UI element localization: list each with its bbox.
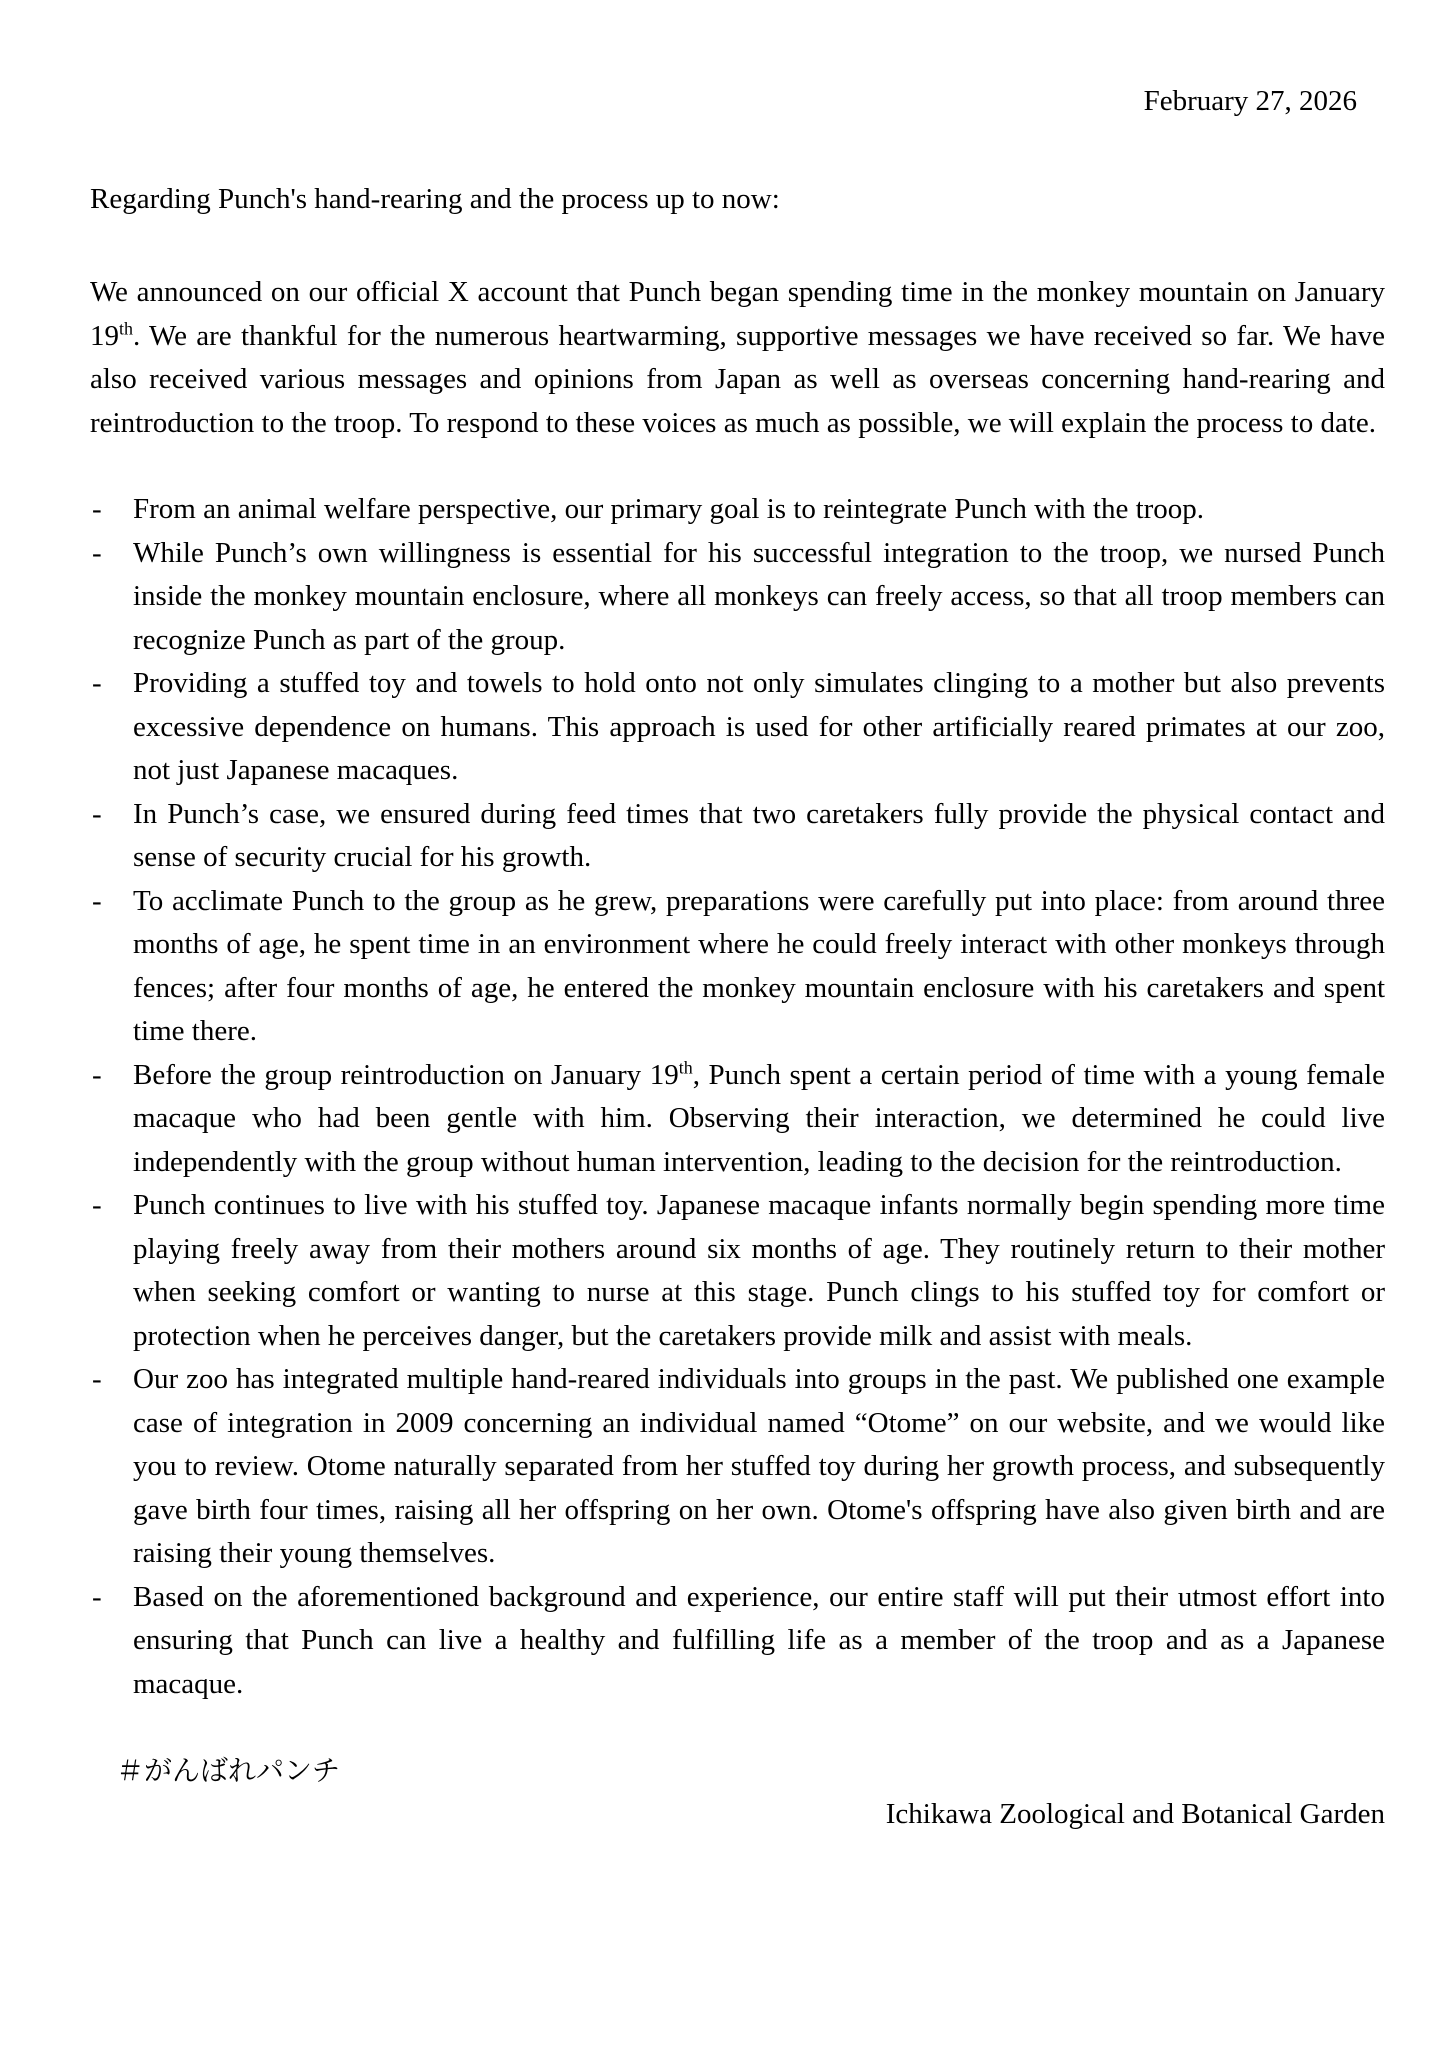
bullet-list	[90, 488, 1385, 1706]
document-date: February 27, 2026	[1143, 85, 1357, 117]
bullet-text: While Punch’s own willingness is essential for his successful integration to the troop, we nursed Punch inside the monkey mountain enclosure, where all monkeys can freely access, so that all troop members can recognize Punch as part of the group.	[133, 536, 1385, 656]
bullet-text: Providing a stuffed toy and towels to hold onto not only simulates clinging to a mother but also prevents excessive dependence on humans. This approach is used for other artificially reared primates at our zoo, not just Japanese macaques.	[133, 667, 1385, 786]
bullet-text: To acclimate Punch to the group as he grew, preparations were carefully put into place: from around three months of age, he spent time in an environment where he could freely interact with other monkeys through fences; after four months of age, he entered the monkey mountain enclosure with his caretakers and spent time there.	[133, 884, 1385, 1047]
bullet-item	[90, 1054, 1385, 1185]
bullet-text: Before the group reintroduction on January 19th, Punch spent a certain period of time with a young female macaque who had been gentle with him. Observing their interaction, we determined he could live independently with the group without human intervention, leading to the decision for the reintroduction.	[133, 1056, 1385, 1178]
bullet-item	[90, 1184, 1385, 1358]
bullet-text: Punch continues to live with his stuffed toy. Japanese macaque infants normally begin spending more time playing freely away from their mothers around six months of age. They routinely return to their mother when seeking comfort or wanting to nurse at this stage. Punch clings to his stuffed toy for comfort or protection when he perceives danger, but the caretakers provide milk and assist with meals.	[133, 1189, 1385, 1352]
bullet-text: Based on the aforementioned background and experience, our entire staff will put their utmost effort into ensuring that Punch can live a healthy and fulfilling life as a member of the troop and as a Japanese macaque.	[133, 1580, 1385, 1700]
bullet-marker: -	[92, 1363, 102, 1395]
hashtag: ＃がんばれパンチ	[116, 1754, 341, 1787]
bullet-text: Our zoo has integrated multiple hand-reared individuals into groups in the past. We published one example case of integration in 2009 concerning an individual named “Otome” on our website, and we would like you to review. Otome naturally separated from her stuffed toy during her growth process, and subsequently gave birth four times, raising all her offspring on her own. Otome's offspring have also given birth and are raising their young themselves.	[133, 1363, 1385, 1569]
bullet-item	[90, 488, 1385, 532]
bullet-item	[90, 1576, 1385, 1707]
bullet-item	[90, 532, 1385, 663]
bullet-text: In Punch’s case, we ensured during feed times that two caretakers fully provide the physical contact and sense of security crucial for his growth.	[133, 797, 1385, 873]
intro-paragraph: We announced on our official X account that Punch began spending time in the monkey mountain on January 19th. We are thankful for the numerous heartwarming, supportive messages we have received so far. We have also received various messages and opinions from Japan as well as overseas concerning hand-rearing and reintroduction to the troop. To respond to these voices as much as possible, we will explain the process to date.	[90, 276, 1385, 439]
superscript-text: th	[678, 1056, 693, 1077]
bullet-item	[90, 880, 1385, 1054]
bullet-marker: -	[92, 536, 102, 569]
superscript-text: th	[119, 317, 133, 338]
bullet-marker: -	[92, 1580, 102, 1613]
bullet-marker: -	[92, 667, 102, 699]
bullet-marker: -	[92, 493, 102, 525]
document-title: Regarding Punch's hand-rearing and the process up to now:	[90, 182, 780, 215]
bullet-marker: -	[92, 884, 102, 917]
bullet-marker: -	[92, 797, 102, 830]
bullet-item	[90, 1358, 1385, 1576]
bullet-item	[90, 793, 1385, 880]
bullet-item	[90, 662, 1385, 793]
bullet-text: From an animal welfare perspective, our primary goal is to reintegrate Punch with the troop.	[133, 493, 1205, 525]
signature: Ichikawa Zoological and Botanical Garden	[885, 1797, 1385, 1830]
bullet-marker: -	[92, 1189, 102, 1221]
bullet-marker: -	[92, 1058, 102, 1091]
